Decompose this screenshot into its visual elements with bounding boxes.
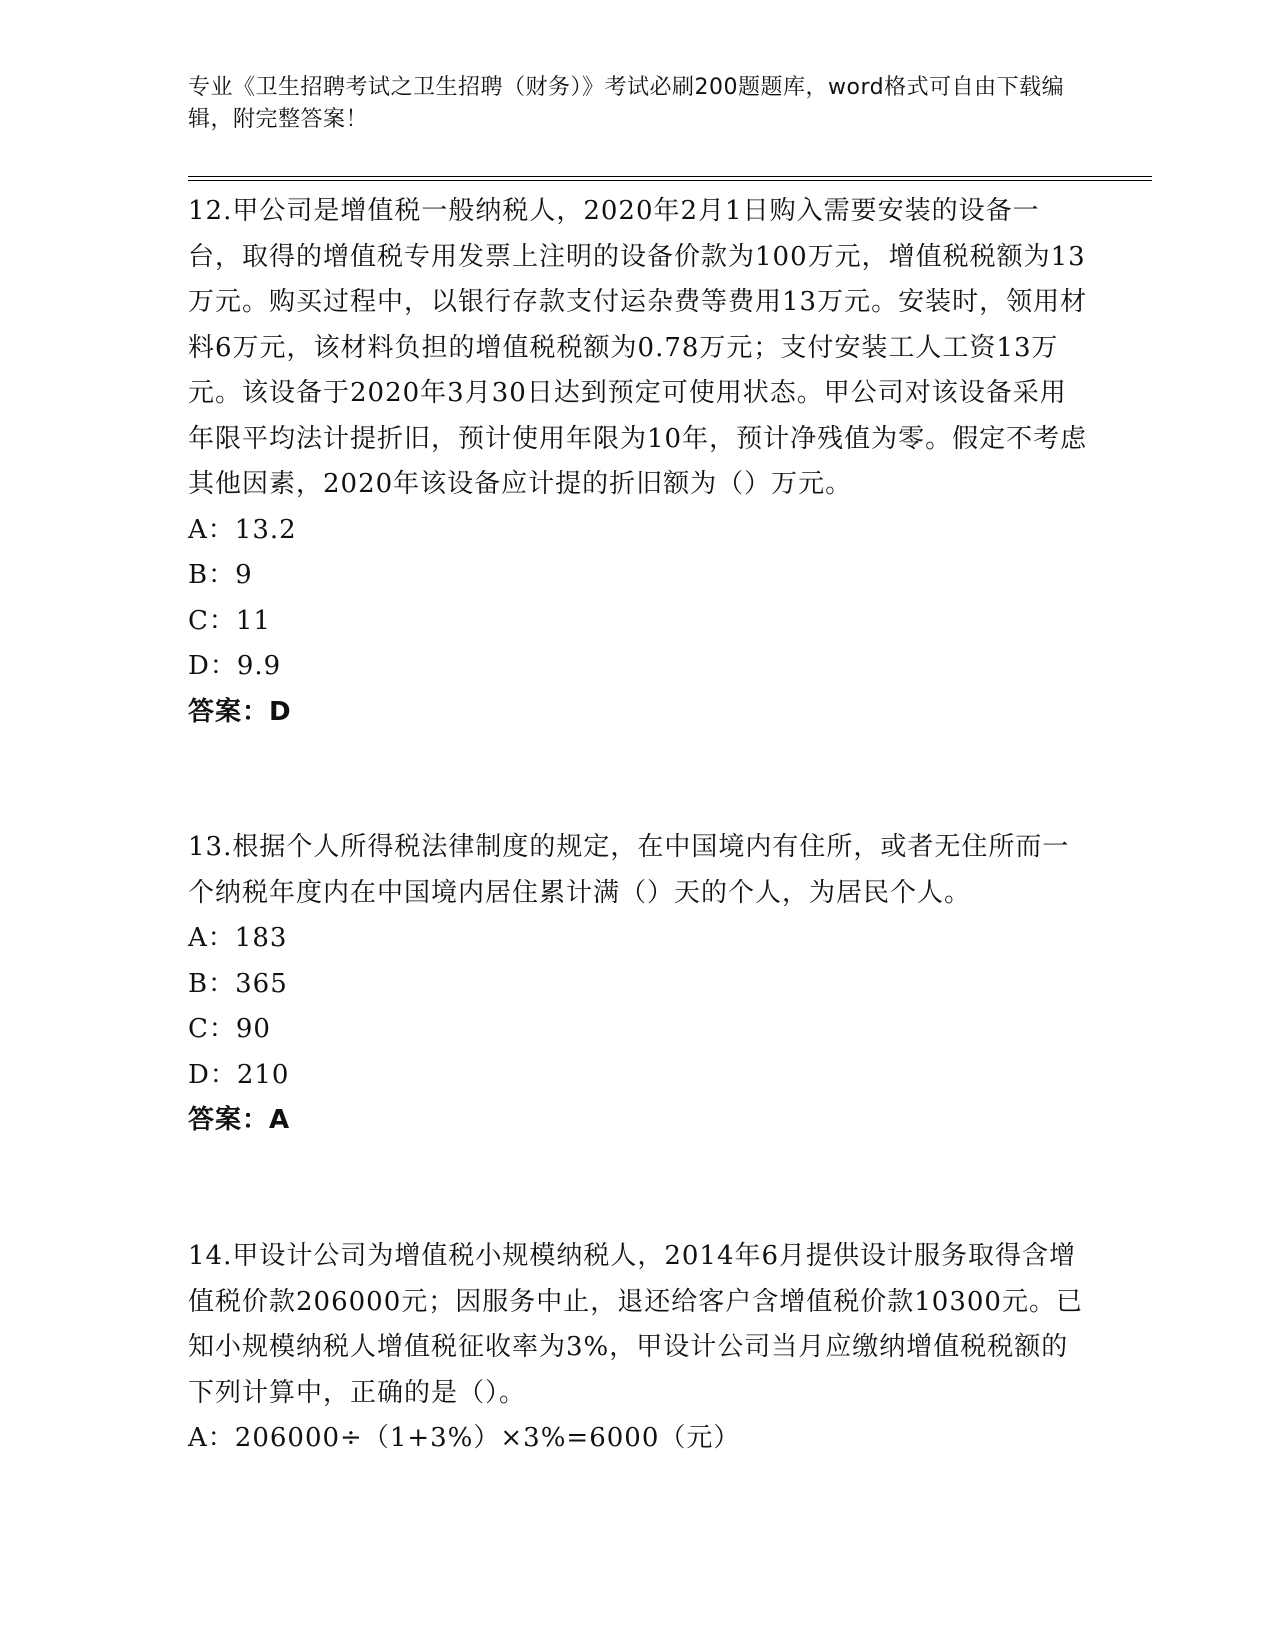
question-stem: 13.根据个人所得税法律制度的规定，在中国境内有住所，或者无住所而一个纳税年度内在中国境内居住累计满（）天的个人，为居民个人。	[188, 832, 1070, 908]
header-divider	[188, 176, 1152, 181]
option-d: D：210	[188, 1059, 290, 1090]
option-d: D：9.9	[188, 651, 282, 681]
question-13	[188, 825, 1088, 1144]
option-b: B：365	[188, 968, 288, 999]
option-b: B：9	[188, 560, 253, 590]
document-header: 专业《卫生招聘考试之卫生招聘（财务）》考试必刷200题题库，word格式可自由下载编辑，附完整答案！	[188, 75, 1065, 132]
option-c: C：90	[188, 1014, 271, 1044]
option-a: A：206000÷（1+3%）×3%=6000（元）	[188, 1423, 741, 1453]
option-a: A：13.2	[188, 514, 297, 545]
option-c: C：11	[188, 605, 271, 636]
question-stem: 12.甲公司是增值税一般纳税人，2020年2月1日购入需要安装的设备一台，取得的增值税专用发票上注明的设备价款为100万元，增值税税额为13万元。购买过程中，以银行存款支付运杂费等费用13万元。安装时，领用材料6万元，该材料负担的增值税税额为0.78万元；支付安装工人工资13万元。该设备于2020年3月30日达到预定可使用状态。甲公司对该设备采用年限平均法计提折旧，预计使用年限为10年，预计净残值为零。假定不考虑其他因素，2020年该设备应计提的折旧额为（）万元。	[188, 196, 1088, 499]
option-a: A：183	[188, 923, 288, 953]
question-stem: 14.甲设计公司为增值税小规模纳税人，2014年6月提供设计服务取得含增值税价款206000元；因服务中止，退还给客户含增值税价款10300元。已知小规模纳税人增值税征收率为3%，甲设计公司当月应缴纳增值税税额的下列计算中，正确的是（）。	[188, 1241, 1083, 1408]
question-14	[188, 1234, 1088, 1462]
answer-label: 答案：A	[188, 1105, 291, 1135]
question-12	[188, 189, 1088, 735]
answer-label: 答案：D	[188, 696, 292, 727]
